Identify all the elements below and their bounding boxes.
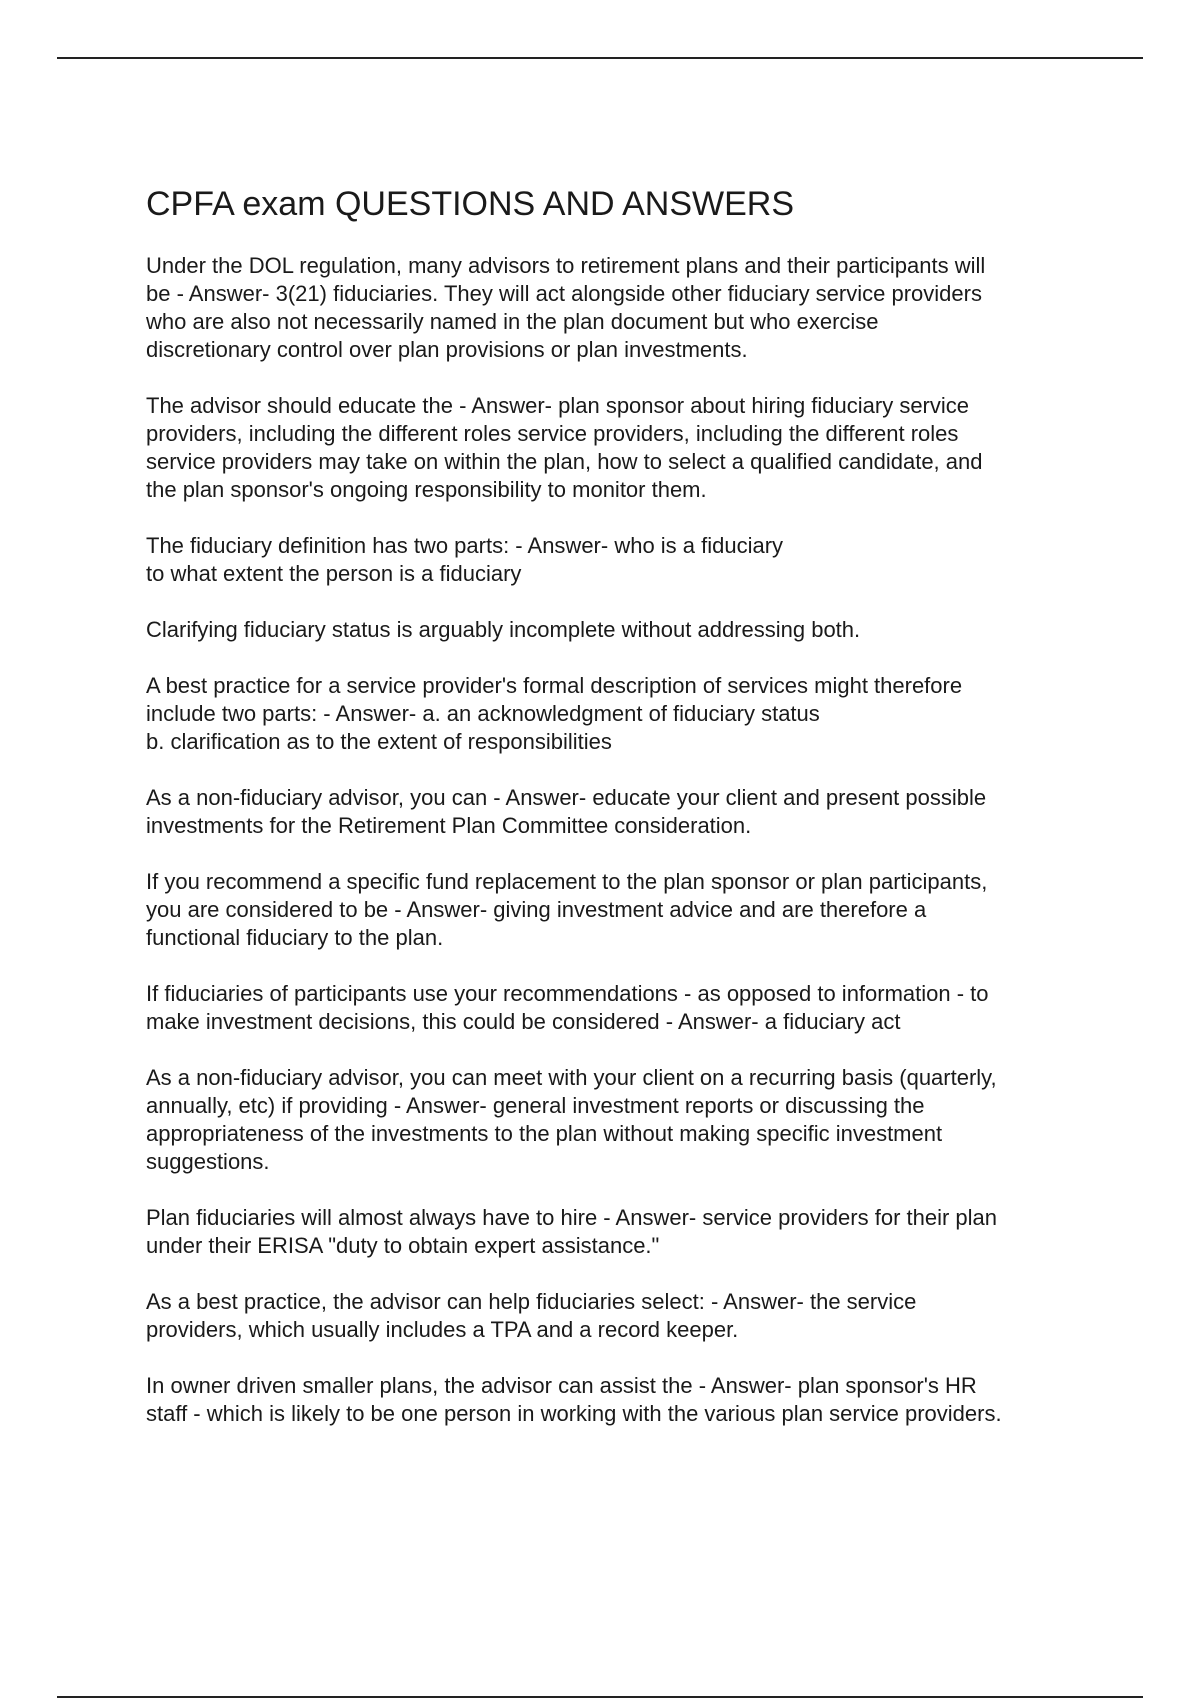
qa-paragraph: A best practice for a service provider's formal description of services might therefore include two parts: - Answer- a. an acknowledgment of fiduciary status b. clarification as to the extent of responsibilities [146, 673, 963, 754]
qa-paragraph: Plan fiduciaries will almost always have to hire - Answer- service providers for their plan under their ERISA "duty to obtain expert assistance." [146, 1205, 998, 1258]
qa-paragraph: If fiduciaries of participants use your recommendations - as opposed to information - to make investment decisions, this could be considered - Answer- a fiduciary act [146, 981, 989, 1034]
qa-paragraph: As a best practice, the advisor can help fiduciaries select: - Answer- the service providers, which usually includes a TPA and a record keeper. [146, 1289, 917, 1342]
qa-paragraph: The advisor should educate the - Answer- plan sponsor about hiring fiduciary service providers, including the different roles service providers, including the different roles service providers may take on within the plan, how to select a qualified candidate, and the plan sponsor's ongoing responsibility to monitor them. [146, 393, 983, 502]
qa-paragraph: As a non-fiduciary advisor, you can - Answer- educate your client and present possible investments for the Retirement Plan Committee consideration. [146, 785, 987, 838]
footer-divider [57, 1696, 1143, 1698]
qa-paragraph: If you recommend a specific fund replacement to the plan sponsor or plan participants, you are considered to be - Answer- giving investment advice and are therefore a functional fiduciary to the plan. [146, 869, 988, 950]
qa-paragraph: Clarifying fiduciary status is arguably incomplete without addressing both. [146, 617, 861, 642]
qa-paragraph: In owner driven smaller plans, the advisor can assist the - Answer- plan sponsor's HR staff - which is likely to be one person in working with the various plan service providers. [146, 1373, 1002, 1426]
qa-paragraph: The fiduciary definition has two parts: - Answer- who is a fiduciary to what extent the person is a fiduciary [146, 533, 784, 586]
qa-paragraph: As a non-fiduciary advisor, you can meet with your client on a recurring basis (quarterly, annually, etc) if providing - Answer- general investment reports or discussing the appropriateness of the investments to the plan without making specific investment suggestions. [146, 1065, 997, 1174]
qa-list [146, 252, 1096, 1428]
header-divider [57, 57, 1143, 59]
document-title: CPFA exam QUESTIONS AND ANSWERS [146, 185, 795, 223]
document-body [146, 184, 1096, 1456]
qa-paragraph: Under the DOL regulation, many advisors to retirement plans and their participants will be - Answer- 3(21) fiduciaries. They will act alongside other fiduciary service providers who are also not necessarily named in the plan document but who exercise discretionary control over plan provisions or plan investments. [146, 253, 986, 362]
